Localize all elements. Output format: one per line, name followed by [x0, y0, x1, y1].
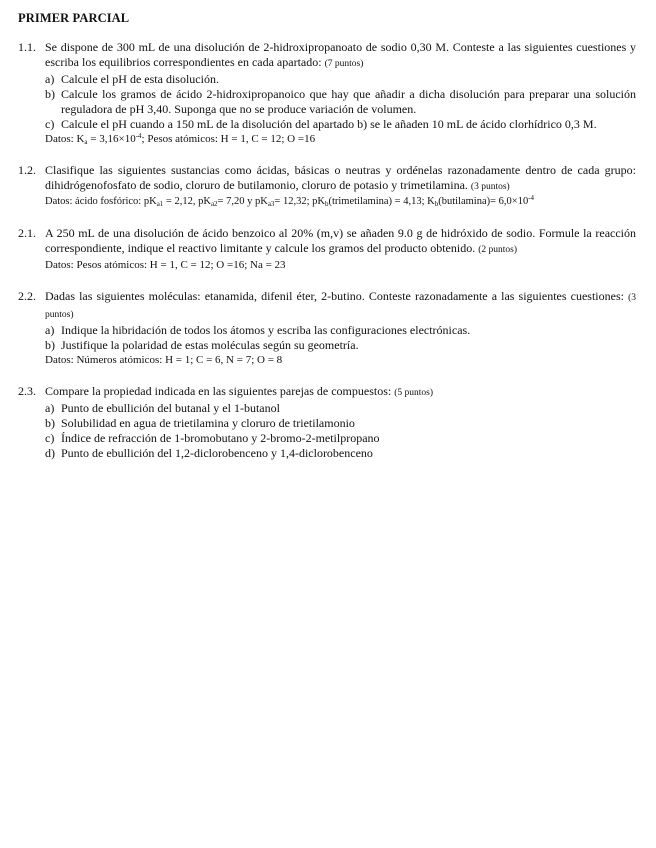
- question-2-2: [18, 289, 636, 367]
- question-number: 2.1.: [18, 226, 36, 240]
- exam-title: PRIMER PARCIAL: [18, 11, 130, 25]
- question-number: 2.3.: [18, 384, 36, 398]
- subscript: b: [324, 200, 329, 208]
- part-label: a): [45, 323, 55, 337]
- part-text: Índice de refracción de 1-bromobutano y 2-bromo-2-metilpropano: [61, 431, 380, 445]
- question-text: Se dispone de 300 mL de una disolución de 2-hidroxipropanoato de sodio 0,30 M. Conteste a las siguientes cuestiones y escriba los equilibrios correspondientes en cada apartado:: [45, 40, 636, 69]
- part-label: a): [45, 72, 55, 86]
- question-points: (5 puntos): [394, 388, 434, 398]
- data-text: (trimetilamina) = 4,13; K: [328, 196, 435, 207]
- question-data: [45, 195, 636, 209]
- question-1-1: [18, 40, 636, 146]
- part-text: Calcule el pH de esta disolución.: [61, 72, 219, 86]
- question-points: (7 puntos): [324, 59, 364, 69]
- part-label: a): [45, 401, 55, 415]
- subscript: a3: [267, 200, 275, 208]
- subscript: a: [84, 138, 88, 146]
- superscript: -4: [528, 194, 535, 202]
- question-text: Dadas las siguientes moléculas: etanamida, difenil éter, 2-butino. Conteste razonadamente a las siguientes cuestiones:: [45, 289, 624, 303]
- question-text: Compare la propiedad indicada en las siguientes parejas de compuestos:: [45, 384, 392, 398]
- list-item: [45, 338, 636, 353]
- part-text: Solubilidad en agua de trietilamina y cloruro de trietilamonio: [61, 416, 355, 430]
- question-2-3: [18, 384, 636, 461]
- list-item: [45, 446, 636, 461]
- subscript: a2: [210, 200, 218, 208]
- list-item: [45, 401, 636, 416]
- part-label: b): [45, 87, 55, 101]
- list-item: [45, 72, 636, 87]
- data-text: (butilamina)= 6,0×10: [438, 196, 529, 207]
- part-text: Calcule los gramos de ácido 2-hidroxipropanoico que hay que añadir a dicha disolución para preparar una solución reguladora de pH 3,40. Suponga que no se produce variación de volumen.: [61, 87, 636, 116]
- data-text: Datos: ácido fosfórico: pK: [45, 196, 157, 207]
- part-text: Indique la hibridación de todos los átomos y escriba las configuraciones electrónicas.: [61, 323, 471, 337]
- list-item: [45, 87, 636, 117]
- question-text: A 250 mL de una disolución de ácido benzoico al 20% (m,v) se añaden 9.0 g de hidróxido de sodio. Formule la reacción correspondiente, indique el reactivo limitante y calcule los gramos del producto obtenido.: [45, 226, 636, 255]
- question-points: (3 puntos): [45, 293, 637, 320]
- subscript: a1: [156, 200, 164, 208]
- part-label: b): [45, 416, 55, 430]
- data-text: ; Pesos atómicos: H = 1, C = 12; O =16: [141, 133, 316, 145]
- question-data: Datos: Números atómicos: H = 1; C = 6, N = 7; O = 8: [45, 354, 283, 366]
- question-text: Clasifique las siguientes sustancias como ácidas, básicas o neutras y ordénelas razonadamente dentro de cada grupo: dihidrógenofosfato de sodio, cloruro de butilamonio, cloruro de potasio y trimetilamina.: [45, 163, 636, 192]
- question-data: [45, 132, 636, 146]
- question-data: Datos: Pesos atómicos: H = 1, C = 12; O =16; Na = 23: [45, 259, 286, 271]
- part-text: Punto de ebullición del butanal y el 1-butanol: [61, 401, 280, 415]
- question-2-1: [18, 226, 636, 272]
- question-number: 2.2.: [18, 289, 36, 303]
- question-points: (3 puntos): [470, 182, 510, 192]
- question-1-2: [18, 163, 636, 209]
- part-text: Calcule el pH cuando a 150 mL de la disolución del apartado b) se le añaden 10 mL de ácido clorhídrico 0,3 M.: [61, 117, 597, 131]
- exam-page: [18, 11, 636, 478]
- part-text: Punto de ebullición del 1,2-diclorobenceno y 1,4-diclorobenceno: [61, 446, 373, 460]
- subscript: b: [434, 200, 439, 208]
- list-item: [45, 416, 636, 431]
- part-label: c): [45, 431, 55, 445]
- list-item: [45, 431, 636, 446]
- data-text: = 3,16×10: [87, 133, 136, 145]
- list-item: [45, 323, 636, 338]
- superscript: -4: [135, 132, 142, 140]
- question-number: 1.2.: [18, 163, 36, 177]
- part-label: b): [45, 338, 55, 352]
- part-text: Justifique la polaridad de estas moléculas según su geometría.: [61, 338, 359, 352]
- data-text: Datos: K: [45, 133, 85, 145]
- list-item: [45, 117, 636, 132]
- part-label: c): [45, 117, 55, 131]
- question-number: 1.1.: [18, 40, 36, 54]
- data-text: = 12,32; pK: [274, 196, 325, 207]
- question-points: (2 puntos): [478, 245, 517, 255]
- data-text: = 2,12, pK: [163, 196, 211, 207]
- part-label: d): [45, 446, 55, 460]
- data-text: = 7,20 y pK: [217, 196, 268, 207]
